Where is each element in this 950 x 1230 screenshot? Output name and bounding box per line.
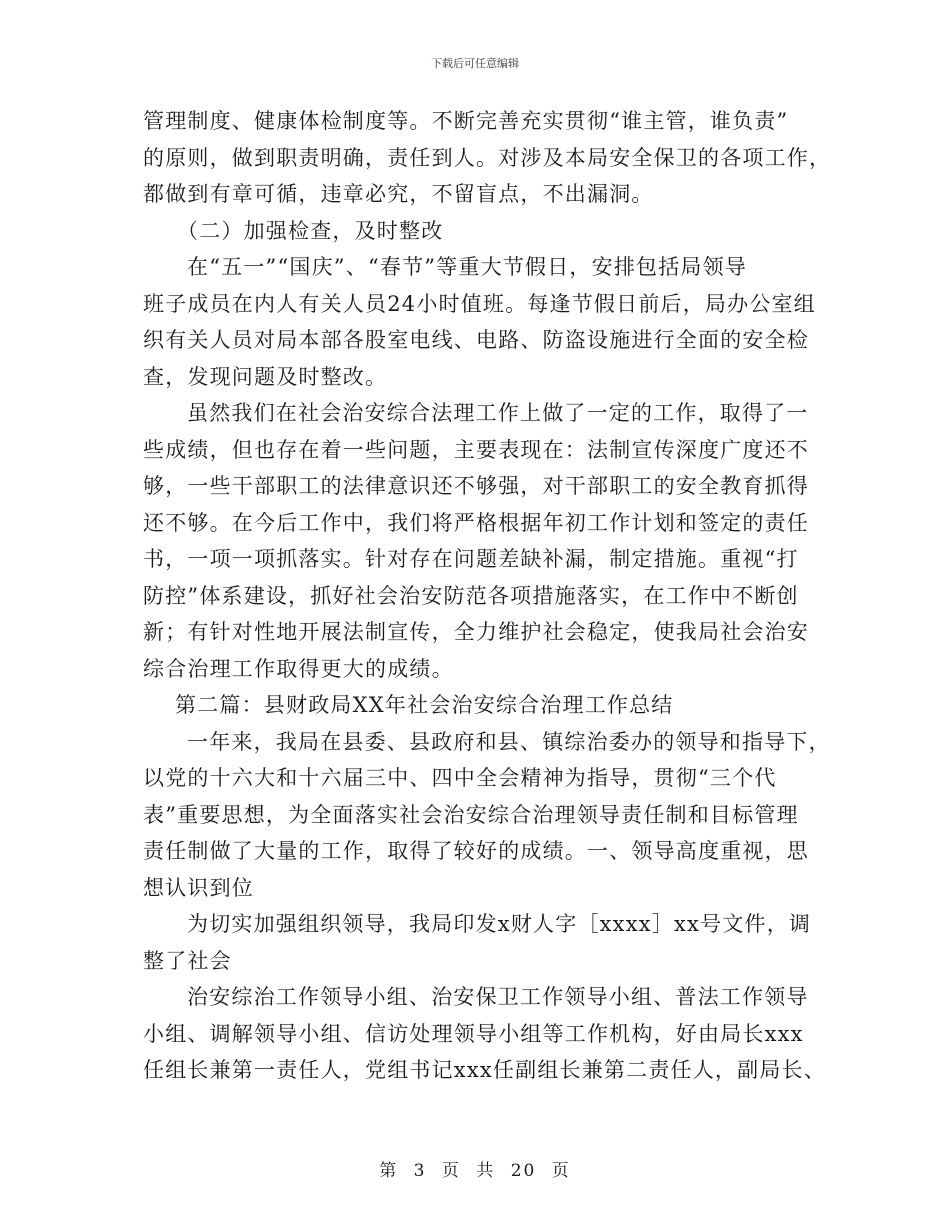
text-line: 还不够。在今后工作中，我们将严格根据年初工作计划和签定的责任 [143, 510, 809, 535]
text-line: 一年来，我局在县委、县政府和县、镇综治委办的领导和指导下， [187, 729, 831, 754]
text-line: 书，一项一项抓落实。针对存在问题差缺补漏，制定措施。重视“打 [143, 547, 799, 571]
text-line: 新；有针对性地开展法制宣传，全力维护社会稳定，使我局社会治安 [143, 620, 809, 644]
text-line: 以党的十六大和十六届三中、四中全会精神为指导，贯彻“三个代 [143, 766, 777, 790]
paragraph [143, 395, 808, 687]
text-line: 想认识到位 [143, 875, 254, 900]
text-line: 为切实加强组织领导，我局印发x财人字［xxxx］xx号文件，调 [187, 912, 812, 936]
text-line: 小组、调解领导小组、信访处理领导小组等工作机构，好由局长xxx [143, 1021, 804, 1046]
paragraph [143, 724, 831, 907]
total-page-number: 20 [510, 1161, 537, 1181]
text-line: 表”重要思想，为全面落实社会治安综合治理领导责任制和目标管理 [143, 802, 799, 827]
page-footer [0, 1156, 950, 1181]
footer-di: 第 [379, 1161, 399, 1181]
text-line: 虽然我们在社会治安综合法理工作上做了一定的工作，取得了一 [187, 401, 809, 425]
text-line: 些成绩，但也存在着一些问题，主要表现在：法制宣传深度广度还不 [143, 437, 809, 462]
section-heading [143, 213, 808, 250]
text-line: 够，一些干部职工的法律意识还不够强，对干部职工的安全教育抓得 [143, 474, 809, 498]
text-line: 班子成员在内人有关人员24小时值班。每逢节假日前后，局办公室组 [143, 291, 816, 316]
article-title [143, 687, 808, 724]
document-body [143, 103, 832, 1089]
text-line: 织有关人员对局本部各股室电线、电路、防盗设施进行全面的安全检 [143, 328, 809, 352]
text-line: 整了社会 [143, 948, 232, 973]
text-line: 第二篇：县财政局XX年社会治安综合治理工作总结 [175, 693, 674, 717]
text-line: 综合治理工作取得更大的成绩。 [143, 656, 454, 681]
paragraph [143, 979, 826, 1089]
text-line: （二）加强检查，及时整改 [177, 218, 444, 243]
text-line: 任组长兼第一责任人，党组书记xxx任副组长兼第二责任人，副局长、 [143, 1058, 826, 1082]
paragraph [143, 103, 832, 213]
paragraph [143, 249, 816, 395]
text-line: 治安综治工作领导小组、治安保卫工作领导小组、普法工作领导 [187, 985, 809, 1009]
text-line: 管理制度、健康体检制度等。不断完善充实贯彻“谁主管，谁负责” [143, 109, 789, 133]
text-line: 责任制做了大量的工作，取得了较好的成绩。一、领导高度重视，思 [143, 839, 809, 863]
footer-gong: 共 [476, 1161, 496, 1181]
text-line: 查，发现问题及时整改。 [143, 364, 388, 389]
footer-ye: 页 [441, 1161, 461, 1181]
text-line: 都做到有章可循，违章必究，不留盲点，不出漏洞。 [143, 182, 654, 206]
text-line: 的原则，做到职责明确，责任到人。对涉及本局安全保卫的各项工作， [143, 145, 832, 170]
footer-ye: 页 [551, 1161, 571, 1181]
text-line: 在“五一”“国庆”、“春节”等重大节假日，安排包括局领导 [187, 255, 748, 279]
text-line: 防控”体系建设，抓好社会治安防范各项措施落实，在工作中不断创 [143, 583, 799, 608]
current-page-number: 3 [413, 1161, 427, 1181]
page-header [0, 55, 950, 71]
header-note: 下载后可任意编辑 [431, 57, 519, 70]
paragraph [143, 906, 812, 979]
